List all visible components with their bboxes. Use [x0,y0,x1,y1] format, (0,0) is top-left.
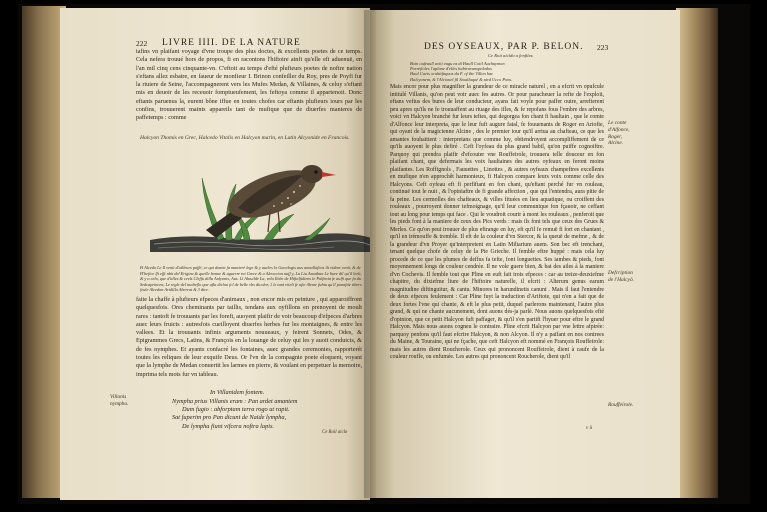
poem-line: Dum fugio : abforptam terra rogo ut rapit. [182,406,290,414]
poem-title: In Villanidem fontem. [210,389,265,396]
left-paragraph-1-text: tafins vn plaifant voyage d'vne troupe des plus doctes, & excellents poetes de ce temps. Cela nefera trouué hors de propos, fi en racontons l'hiftoire ainfi qu'elle eft aduenuë, en l'an mil cinq cens cinquante-vn. C'eftoit au temps d'efté plufieurs poetes de noftre nation s'eftans allez esbatre, en faueur de monfieur I. Brinon confeiller du Roy, pres de Poyfi fur la riuiere de Seine, l'accompagnerent vers les Mufes Medan, & Villaines, & celuy s'eftant mis en deuoir de les receuoir fomptueufement, les feftoya comme il appartenoit. Donc eftants paruenus la, eurent bône iffue en toutes chofes car eftants plufieurs iours par les confins, trouuerent maints appareils tant de mufique que de diuerfes manieres de paffetemps : comme [136,48,362,122]
halcyon-illustration [144,148,370,260]
catchword: Ce Roil aiclo [322,430,348,435]
poem-line: De lympha fiunt vifcera noftra lapis. [182,422,274,430]
left-paragraph-2-text: faite la chaffe à plufieurs efpeces d'animaux , non encor mis en peinture , qui apparoiffront quelquesfois. Ores cheminants par taillis, tendans aux oyfillons en prenoyent de moult rares : tantoft fe trouuants par les foreft, auoyent plaifir de voir beaucoup d'efpeces d'arbres auec leurs fruicts : autresfois cueilloyent diuerfes herbes fur les montaignes, & entre les vallees. Et la trouuants infinis arguments nouueaux, y feirent Sonnets, Odes, & Epigrammes Grecs, Latins, & François en la louange de celuy qui les y auoit conduicts, & de fes nymphes. Et ayants confacré les fontaines, auec grandes ceremonies, rapporterét toutes les reliques de leur exquife Deus. Or l'vn de la compagnie poete eloquent, voyant que la lymphe de Medan conuertit les larmes en pierre, & voulant en perpetuer la memoire, imprima tels mots fur vn tableau. [136,296,362,378]
right-cover-edge [676,8,718,498]
right-body-text: Mais encor pour plus magnifier la grandeur de ce miracle naturel , en a efcrit vn opufcule intitulé Villanis, qu'on peut voir auec fes autres. Or pour paracheuer la refte de l'exploit, eftans veftus des bures de leur conducteur, ayans fait voyle pour paffer outre, arrefterent peu apres qu'ils ne fe trouuaffent au riuage des ifles, & fe repofans fous l'vmbre des arbres, voici vn Halcyon branché fur leurs teftes, qui degorgea fon chant fi haultain , que le comte d'Alfonce leur interpreta, que le leur fuft augure fatal, fe fouuenants de Roger en Ariofte, qui oyant de la magicienne Alcine , des le premier iour qu'il arriua au chafteau, ce que les amantes fouhaittent : interpretans que comme luy, obtiendroyent accompliffement de ce qu'ils auoyent le plus defiré . Ceft l'oyfeau du plus grand babil, qu'on puiffe cognoiftre. Parquoy qui prendra plaifir d'efcouter vne Rouffeirole, trouuera telle douceur en fon plaifant chant, que defermais les voix haultaines des autres oyfeaux en feront moins plaifantes. Les Roffignols , Fauuettes , Linottes , & autres oyfeaux champeftres excellents en mufique n'en approchêt harmonieux, fi Halcyon compare leurs voix comme celle des Halcyons. Ceft oyfeau eft fi perfiftant en fon chant, qu'eftant perché fur vn rouleau, continuë tout le nuit , & l'opiniaftre de fi grande affection , que qui l'entendra, aura pitie de fa peine. Les cermolles des chafteaux, & villes fituées en lieu aquatique, ou croiffent des rouleaux , pourroyent donner tefmoignage, qu'il leur communique fon fçauoir, ne ceffant tout au long pour temps qui face . Qui le voudroit courir à mont les rouleaux , penferoit que les pieds font à la maniere de ceux des Pics verds : mais ils font tels que ceux des Grues & Merles. Ce qu'on peut trouuer de plus eftrange en luy, eft qu'il fe remuë fi fort en chantant , qu'il en trémouffe & tremble. Il eft de la couleur d'vn Stercor, & la queuë de mefme , & de la grandeur d'vn Proyer qu'interpretent en Latin Miliarium auem. Son bec eft trenchant, tenant quelque chofe de celuy de la Pie Grieche. Il femble eftre huppé : mais cela luy procede de ce que les plumes de deffus fa tefte, font longuettes. Ses iambes & pieds, font moyennement longs de couleur cendrée. Il ne vole guere bien, & bat des ailes à la maniere d'vn Cochevis. Il femble tout que Pline en euft fait trois efpeces : car au treize-deuxiefme chapitre, du dixiefme liure de l'hiftoire naturelle, il efcrit : Alterum genus earum magnitudine diftinguitur, & cantu. Minores in harundinetis canunt . Mais il faut l'entendre de deux efpeces feulement : Car Pline fuyt la traduction d'Ariftote, qui n'en a fait que de deux fortes l'vne qui chante, & eft le plus petit, duquel parlerons maintenant, l'autre plus grand, & qui ne chante aucunement, dont auons dés-ja parlé. Nous auons quelquesfois efté d'opinion, que ce petit Halcyon fuft paffager, & qu'il s'en partift l'hyuer pour eftre le grand Halcyon. Mais nous auons cogneu le contraire. Pline efcrit Halcyon par vne lettre afpirée: parquoy penfons qu'il faut efcrire Halcyon, & non Alcyon. Il n'y a païfant en nos contrees du Maine, & Touraine, qui ne fçache, que ceft Halcyon eft nommé en François Rouffeirole: mais les autres dient Roucherole. Ceux qui prononcent Rouffeirole, dient à caufe de la couleur rouffe, ou enfumée. Les autres qui prononcent Roucherole, dient qu'il [390,84,604,360]
right-margin-note-alfonce: Le conte d'Alfonce, Roger, Alcine. [608,120,630,147]
signature-mark: v ii [586,426,593,431]
right-margin-note-description: Defcription de l'Halcyô. [608,270,635,283]
right-running-head: DES OYSEAUX, PAR P. BELON. [424,42,584,52]
verse-line: Boin oufeaull aviti vagu ns di Haull Cotil Auchuymon [410,61,505,66]
right-head-caption: Ce Roit aicldo a fenfilez. [488,53,534,58]
poem-line: Sat fuperim pro Pan dicunt de Naide lympha, [172,414,287,422]
verse-line: Porrefioles l'aplane d'elles habirarunopelados [410,66,492,72]
right-page [370,10,680,498]
poem [172,398,370,431]
left-page-number: 222 [136,39,148,48]
right-body [390,84,604,362]
left-margin-note: Villanis nympha. [110,394,129,407]
right-verse [410,61,600,82]
left-page [60,8,370,500]
figure-caption: Halcyon Thomis en Grec, Halcedo Vitalis en Halcyon marin, en Latin Alcyonide en Francois. [140,135,350,141]
verse-line: Halcyonem, & l'Alcionel fil Stoullaqué & aird Ucco Pons. [410,76,513,82]
book-gutter [364,10,376,498]
left-paragraph-1 [136,48,362,123]
left-paragraph-2 [136,296,362,379]
right-margin-note-rousseirole: Rouffeirole. [608,402,634,408]
left-running-head: LIVRE IIII. DE LA NATURE [162,38,301,48]
right-page-number: 223 [597,43,609,52]
verse-line: Haul Caeis orabitfaquos du F. of the Villon hac [410,71,494,77]
poem-line: Nympha prius Villanis eram : Pan ardet amantem [172,398,298,405]
figure-note: H Alcedo Le Il venit d'ailleurs paffé, ce qui domte fa manierè lege & y aucles lo Gaovlogis aus annallaficts ilt vident venit, & de H'hefice lft effi nbit del Erigine,& quelle bonne & aguerre tot Grece & a Aleoccion nuff y, La Liu Amathun Le liure dil qu'il leelt, & y a cela, que d'alles & ceels Cleffu dilla Aulyonis, Aus. Ll Aluuilde La, vela Ilebe de Hiftolfuliens le Palfenia fe aulfi que fa du Sedcaprincea, Le regle del inalteflo que ufla diclon fcl de belle vbs dicolor, 1 le tant vitelt fe ufte illeme fubia qu'il ponaftie tibers feule Alcedon Aridilla Aberrat & 3 dire. [140,265,362,293]
